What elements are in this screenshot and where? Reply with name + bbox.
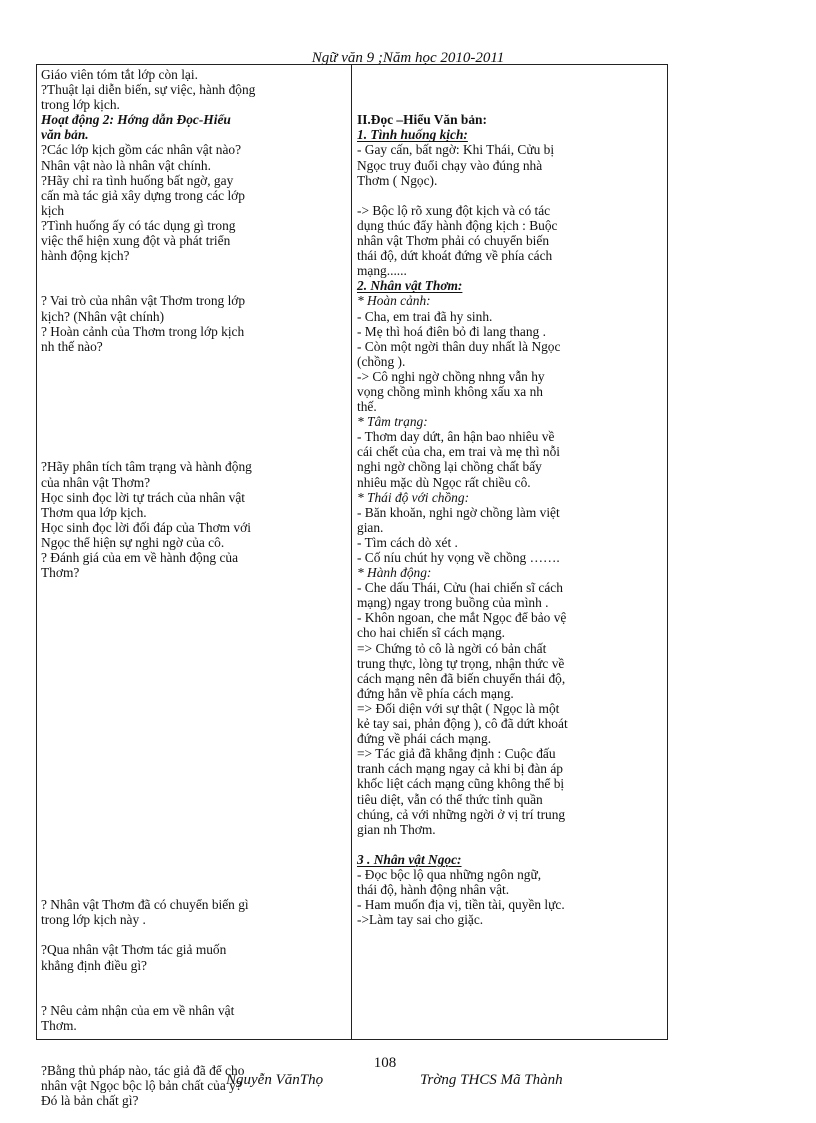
right-column-line: cái chết của cha, em trai và mẹ thì nỗi [357, 444, 560, 460]
blank-line [41, 988, 347, 1003]
right-column-line: II.Đọc –Hiểu Văn bản: [357, 112, 487, 128]
right-column-line: gian nh Thơm. [357, 821, 436, 837]
right-column-line: - Đọc bộc lộ qua những ngôn ngữ, [357, 866, 542, 882]
blank-line [41, 263, 347, 278]
right-column-line: -> Bộc lộ rõ xung đột kịch và có tác [357, 202, 551, 218]
right-column-line: mạng) ngay trong buồng của mình . [357, 595, 549, 611]
blank-line [41, 278, 347, 293]
right-column-line: nhân vật Thơm phải có chuyển biến [357, 233, 550, 249]
right-column-line: * Tâm trạng: [357, 414, 428, 430]
left-column-line: nh thế nào? [41, 338, 103, 354]
page-number: 108 [373, 1055, 397, 1071]
left-column-line: trong lớp kịch. [41, 97, 120, 113]
left-column-line: Hoạt động 2: Hớng dẫn Đọc-Hiểu [41, 112, 231, 128]
right-column-line: Thơm ( Ngọc). [357, 172, 438, 188]
right-column-line: - Thơm day dứt, ân hận bao nhiêu về [357, 429, 555, 445]
left-column-line: cấn mà tác giả xây dựng trong các lớp [41, 187, 245, 203]
blank-line [41, 927, 347, 942]
right-column-line: cách mạng nên đã biến chuyển thái độ, [357, 670, 566, 686]
right-column-line: * Thái độ với chồng: [357, 489, 470, 505]
right-column-line: tranh cách mạng ngay cả khi bị đàn áp [357, 761, 563, 777]
blank-line [41, 792, 347, 807]
right-column-line: - Còn một ngời thân duy nhất là Ngọc [357, 338, 561, 354]
right-column-line: nhiêu mặc dù Ngọc rất chiều cô. [357, 474, 531, 490]
left-column-line: Học sinh đọc lời tự trách của nhân vật [41, 489, 245, 505]
right-column-line: (chồng ). [357, 353, 406, 369]
blank-line [41, 384, 347, 399]
left-column-line: hành động kịch? [41, 248, 130, 264]
blank-line [41, 580, 347, 595]
left-column-line: Học sinh đọc lời đối đáp của Thơm với [41, 519, 251, 535]
right-column-line: - Gay cấn, bất ngờ: Khi Thái, Cửu bị [357, 142, 555, 158]
right-column-line: dụng thúc đẩy hành động kịch : Buộc [357, 217, 558, 233]
blank-line [41, 625, 347, 640]
left-column-line: ?Qua nhân vật Thơm tác giả muốn [41, 942, 227, 958]
left-column-line: việc thể hiện xung đột và phát triển [41, 233, 231, 249]
blank-line [357, 188, 665, 203]
blank-line [41, 686, 347, 701]
blank-line [41, 867, 347, 882]
right-column-line: đứng về phái cách mạng. [357, 731, 492, 747]
blank-line [41, 429, 347, 444]
left-column-line: ?Tình huống ấy có tác dụng gì trong [41, 217, 236, 233]
blank-line [41, 656, 347, 671]
blank-line [41, 852, 347, 867]
blank-line [41, 731, 347, 746]
right-column-line: - Ham muốn địa vị, tiền tài, quyền lực. [357, 897, 565, 913]
left-column-line: ?Hãy phân tích tâm trạng và hành động [41, 459, 252, 475]
teacher-student-activities-column [41, 67, 347, 1108]
blank-line [41, 369, 347, 384]
right-column-line: nghi ngờ chồng lại chồng chất bấy [357, 459, 542, 475]
blank-line [357, 67, 665, 82]
right-column-line: - Tìm cách dò xét . [357, 534, 458, 550]
footer-school: Trờng THCS Mã Thành [420, 1072, 563, 1088]
right-column-line: thái độ, dứt khoát đứng về phía cách [357, 248, 553, 264]
blank-line [41, 610, 347, 625]
left-column-line: ? Đánh giá của em về hành động của [41, 550, 239, 565]
left-column-line: Đó là bản chất gì? [41, 1093, 139, 1109]
right-column-line: gian. [357, 519, 384, 535]
right-column-line: => Đối diện với sự thật ( Ngọc là một [357, 700, 560, 716]
right-column-line: - Khôn ngoan, che mắt Ngọc để bảo vệ [357, 610, 567, 626]
left-column-line: khẳng định điều gì? [41, 957, 147, 973]
right-column-line: chúng, cả với những ngời ở vị trí trung [357, 806, 566, 822]
blank-line [357, 97, 665, 112]
right-column-line: 2. Nhân vật Thơm: [357, 278, 463, 294]
right-column-line: ->Làm tay sai cho giặc. [357, 912, 484, 928]
right-column-line: vọng chồng mình không xấu xa nh [357, 383, 543, 399]
left-column-line: Ngọc thể hiện sự nghi ngờ của cô. [41, 534, 225, 550]
right-column-line: 3 . Nhân vật Ngọc: [357, 851, 462, 867]
left-column-line: ?Các lớp kịch gồm các nhân vật nào? [41, 142, 242, 158]
right-column-line: * Hoàn cảnh: [357, 293, 431, 309]
right-column-line: Ngọc truy đuổi chạy vào đúng nhà [357, 157, 543, 173]
left-column-line: ? Nêu cảm nhận của em về nhân vật [41, 1002, 235, 1018]
left-column-line: kịch? (Nhân vật chính) [41, 308, 165, 324]
page-header: Ngữ văn 9 ;Năm học 2010-2011 [311, 50, 505, 66]
right-column-line: khốc liệt cách mạng cũng không thể bị [357, 776, 565, 792]
left-column-line: ? Vai trò của nhân vật Thơm trong lớp [41, 293, 246, 309]
right-column-line: - Mẹ thì hoá điên bỏ đi lang thang . [357, 323, 546, 339]
left-column-line: Thơm. [41, 1017, 77, 1033]
left-column-line: Thơm qua lớp kịch. [41, 504, 147, 520]
right-column-line: * Hành động: [357, 565, 432, 581]
blank-line [41, 837, 347, 852]
right-column-line: thế. [357, 399, 377, 415]
blank-line [41, 354, 347, 369]
column-divider [351, 65, 352, 1039]
left-column-line: Giáo viên tóm tắt lớp còn lại. [41, 67, 198, 82]
blank-line [41, 399, 347, 414]
blank-line [41, 641, 347, 656]
left-column-line: của nhân vật Thơm? [41, 474, 151, 490]
blank-line [41, 701, 347, 716]
right-column-line: mạng...... [357, 263, 407, 279]
blank-line [41, 671, 347, 686]
right-column-line: - Che dấu Thái, Cửu (hai chiến sĩ cách [357, 580, 563, 596]
right-column-line: => Tác giả đã khẳng định : Cuộc đấu [357, 746, 556, 762]
footer-author: Nguyễn VănThọ [226, 1072, 324, 1088]
blank-line [41, 716, 347, 731]
blank-line [41, 776, 347, 791]
right-column-line: - Cha, em trai đã hy sinh. [357, 308, 493, 324]
left-column-line: ?Thuật lại diễn biến, sự việc, hành động [41, 82, 256, 98]
left-column-line: Nhân vật nào là nhân vật chính. [41, 157, 211, 173]
blank-line [41, 746, 347, 761]
left-column-line: văn bản. [41, 127, 89, 143]
left-column-line: ? Hoàn cảnh của Thơm trong lớp kịch [41, 323, 245, 339]
blank-line [41, 414, 347, 429]
blank-line [357, 837, 665, 852]
left-column-line: ? Nhân vật Thơm đã có chuyển biến gì [41, 897, 249, 913]
right-column-line: tiêu diệt, vẫn có thể thức tỉnh quần [357, 791, 543, 807]
blank-line [41, 822, 347, 837]
blank-line [41, 882, 347, 897]
right-column-line: đứng hẳn về phía cách mạng. [357, 685, 514, 701]
right-column-line: cho hai chiến sĩ cách mạng. [357, 625, 505, 641]
right-column-line: - Cố níu chút hy vọng về chồng ……. [357, 550, 560, 565]
right-column-line: 1. Tình huống kịch: [357, 127, 468, 143]
blank-line [41, 444, 347, 459]
right-column-line: => Chứng tỏ cô là ngời có bản chất [357, 640, 547, 656]
right-column-line: kẻ tay sai, phản động ), cô đã dứt khoát [357, 716, 568, 732]
right-column-line: - Băn khoăn, nghi ngờ chồng làm việt [357, 504, 560, 520]
left-column-line: ?Hãy chỉ ra tình huống bất ngờ, gay [41, 172, 234, 188]
left-column-line: trong lớp kịch này . [41, 912, 146, 928]
right-column-line: thái độ, hành động nhân vật. [357, 882, 510, 898]
right-column-line: trung thực, lòng tự trọng, nhận thức về [357, 655, 565, 671]
blank-line [41, 761, 347, 776]
left-column-line: Thơm? [41, 565, 80, 581]
right-column-line: -> Cô nghi ngờ chồng nhng vẫn hy [357, 368, 545, 384]
left-column-line: ?Bằng thủ pháp nào, tác giả đã để cho [41, 1063, 245, 1079]
blank-line [41, 973, 347, 988]
blank-line [41, 807, 347, 822]
left-column-line: kịch [41, 202, 65, 218]
blank-line [41, 595, 347, 610]
blank-line [357, 82, 665, 97]
left-column-line: nhân vật Ngọc bộc lộ bản chất của y? [41, 1078, 242, 1094]
lesson-content-column [357, 67, 665, 927]
blank-line [41, 1033, 347, 1048]
